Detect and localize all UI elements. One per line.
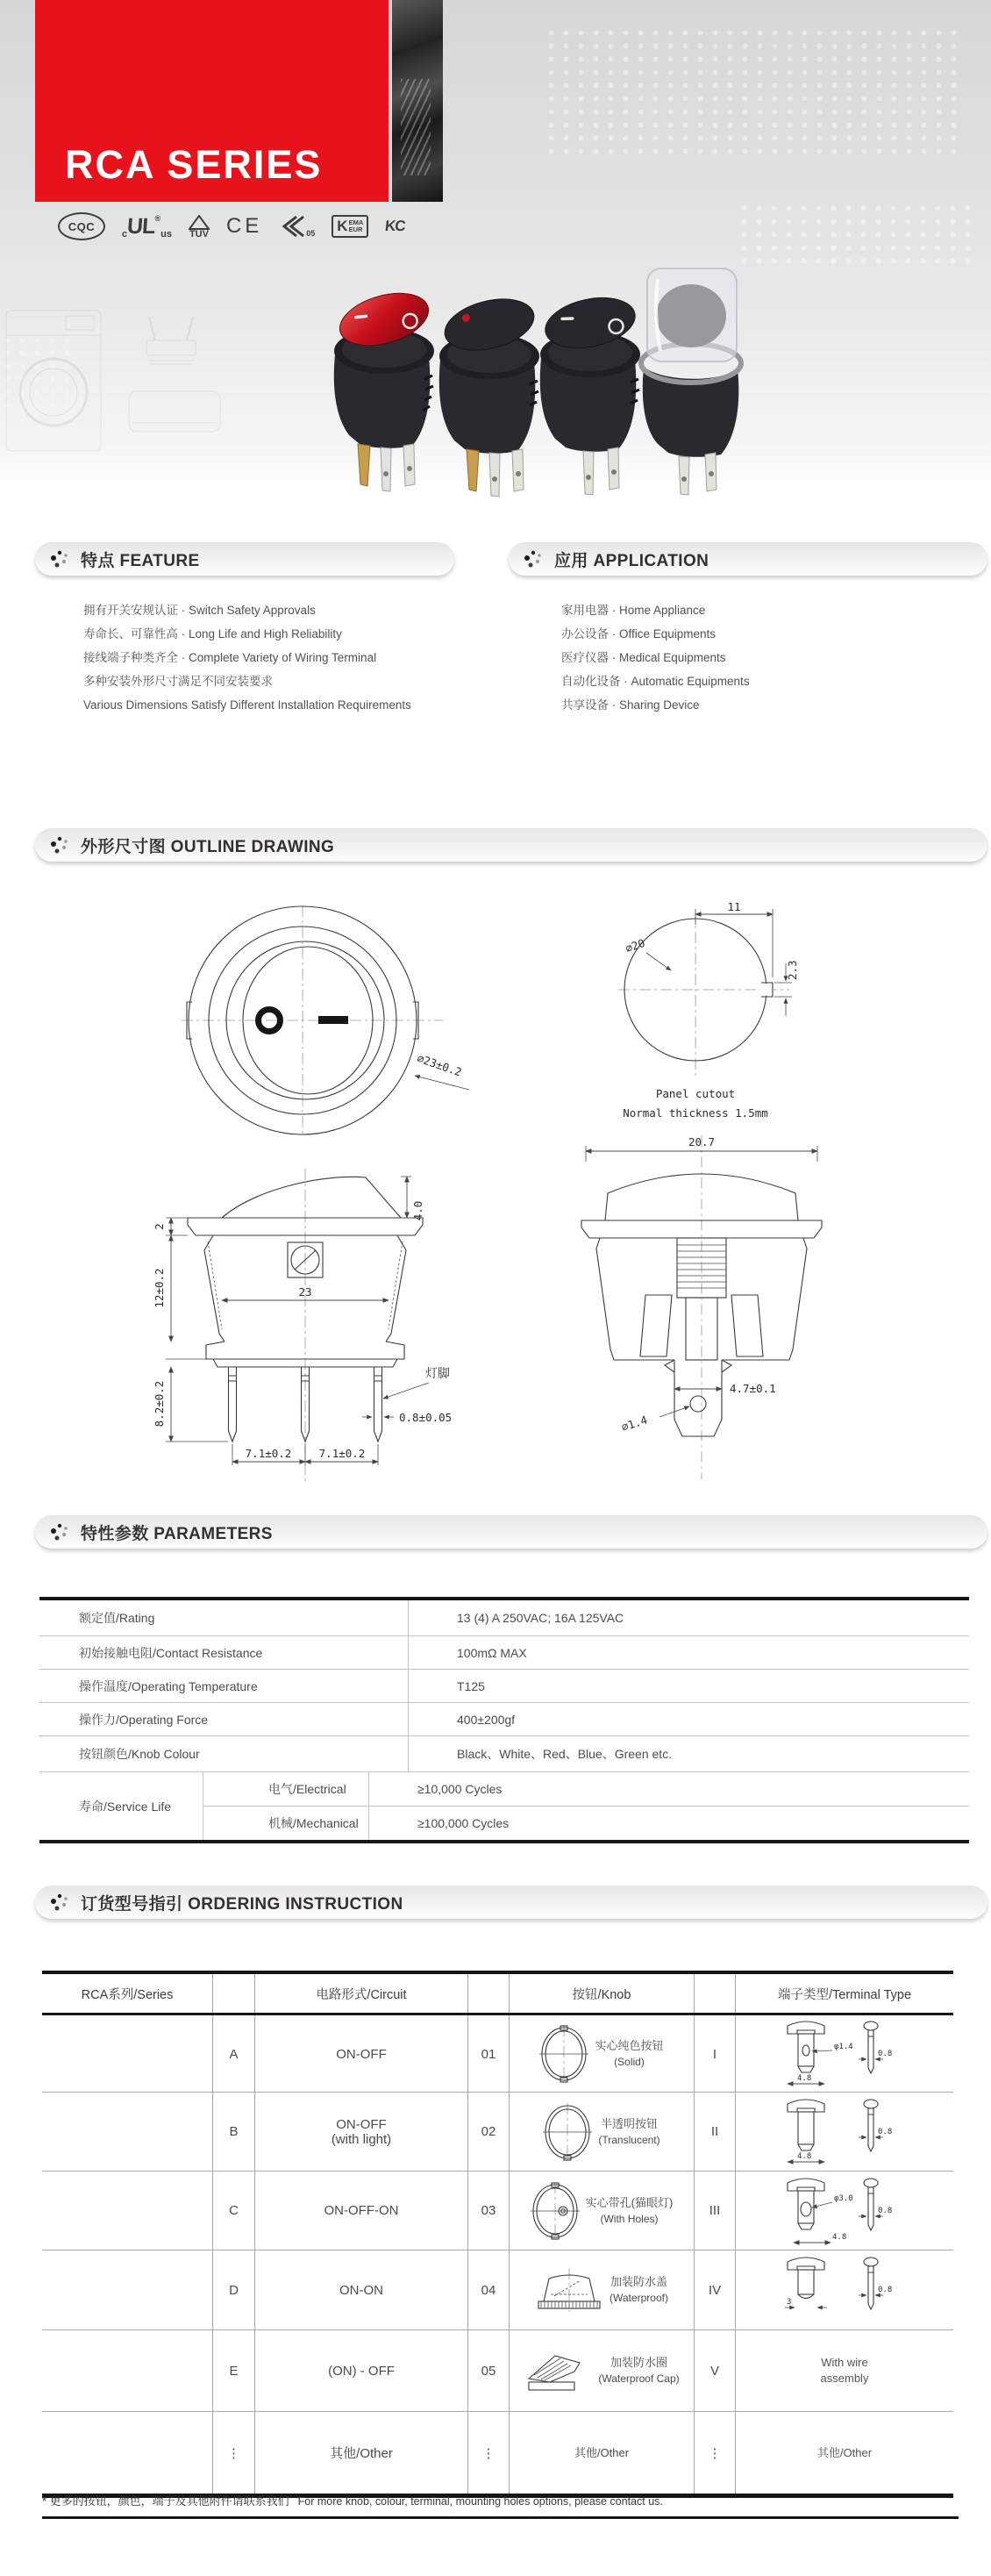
knob-drawing-waterproof-cap (524, 2349, 592, 2393)
svg-text:0.8: 0.8 (878, 2206, 893, 2215)
circuit-type: ON-OFF-ON (254, 2172, 467, 2250)
section-title: 特性参数 PARAMETERS (81, 1524, 273, 1543)
circuit-code: ⋮ (467, 2412, 509, 2494)
dim-label: ⌀1.4 (619, 1413, 649, 1435)
drawing-front-view (180, 904, 500, 1142)
feature-list (83, 598, 411, 717)
e-mark-logo: 05 (279, 215, 315, 238)
dots-icon (49, 1522, 70, 1542)
svg-text:3: 3 (787, 2298, 792, 2307)
series-code: C (212, 2172, 254, 2250)
terminal-drawing (783, 2251, 906, 2329)
param-label: 寿命/Service Life (79, 1799, 172, 1814)
section-title: 外形尺寸图 OUTLINE DRAWING (81, 837, 335, 856)
knob-drawing-with-holes (531, 2182, 580, 2240)
terminal-note: With wire assembly (820, 2356, 869, 2385)
application-item: 自动化设备 · Automatic Equipments (561, 675, 750, 688)
param-value: 400±200gf (408, 1703, 969, 1735)
circuit-board-photo (392, 0, 443, 202)
hero-banner (0, 0, 991, 483)
series-title-block (35, 0, 389, 202)
param-value: 100mΩ MAX (408, 1636, 969, 1669)
dim-label: 23 (298, 1285, 312, 1299)
column-header-knob: 按钮/Knob (509, 1974, 694, 2013)
feature-item: 寿命长、可靠性高 · Long Life and High Reliability (83, 627, 342, 640)
terminal-code: II (694, 2093, 735, 2171)
drawing-side-view (75, 1167, 496, 1490)
parameters-table (39, 1597, 969, 1843)
dot-pattern (544, 26, 965, 158)
terminal-cell (735, 2015, 953, 2093)
table-row (39, 1635, 969, 1669)
section-title: 应用 APPLICATION (554, 551, 709, 570)
param-sublabel: 电气/Electrical (203, 1772, 368, 1806)
dim-label: 0.8±0.05 (399, 1411, 453, 1424)
section-header-outline (35, 828, 987, 862)
param-label: 按钮颜色/Knob Colour (79, 1747, 200, 1761)
dim-label: 8.2±0.2 (153, 1380, 166, 1428)
certification-logos (58, 212, 405, 240)
svg-text:0.8: 0.8 (878, 2050, 893, 2058)
terminal-drawing (783, 2172, 906, 2250)
dim-label: 7.1±0.2 (245, 1447, 292, 1460)
param-value: ≥100,000 Cycles (368, 1807, 969, 1840)
table-row (39, 1702, 969, 1735)
terminal-code: III (694, 2172, 735, 2250)
drawing-caption: Panel cutout (655, 1087, 736, 1100)
svg-text:4.8: 4.8 (797, 2074, 812, 2083)
ce-logo: CE (225, 214, 263, 238)
application-item: 家用电器 · Home Appliance (561, 604, 706, 617)
kc-logo: KC (384, 218, 406, 234)
table-row (42, 2329, 953, 2411)
section-title: 特点 FEATURE (81, 551, 200, 570)
table-row (42, 2171, 953, 2250)
ordering-table (42, 1971, 953, 2498)
dim-label: 12±0.2 (153, 1268, 166, 1308)
column-header-series: RCA系列/Series (81, 1987, 174, 2002)
param-label: 操作温度/Operating Temperature (79, 1678, 258, 1693)
table-row (39, 1735, 969, 1771)
circuit-type: 其他/Other (254, 2412, 467, 2494)
param-label: 操作力/Operating Force (79, 1712, 209, 1727)
param-value: 13 (4) A 250VAC; 16A 125VAC (408, 1600, 969, 1635)
section-header-application (509, 542, 987, 576)
section-header-ordering (35, 1885, 987, 1919)
circuit-code: 04 (467, 2250, 509, 2329)
dim-label: ⌀23±0.2 (415, 1051, 464, 1079)
table-row (42, 2015, 953, 2092)
terminal-code: IV (694, 2250, 735, 2329)
dim-label: 11 (727, 900, 741, 913)
circuit-code: 05 (467, 2330, 509, 2411)
tuv-logo: TÜV (189, 215, 210, 239)
knob-drawing-waterproof-cover (535, 2268, 603, 2312)
drawing-side-view-2 (561, 1130, 842, 1483)
dim-label: 4.7±0.1 (730, 1382, 776, 1395)
table-header-row (42, 1974, 953, 2015)
dim-label: 2.3 (786, 960, 799, 980)
feature-item: 接线端子种类齐全 · Complete Variety of Wiring Terminal (83, 651, 377, 664)
drawing-panel-cutout (610, 900, 816, 1124)
circuit-code: 03 (467, 2172, 509, 2250)
terminal-cell (735, 2250, 953, 2329)
dim-label: ⌀20 (623, 935, 647, 955)
application-item: 办公设备 · Office Equipments (561, 627, 717, 640)
table-row (42, 2092, 953, 2171)
section-title: 订货型号指引 ORDERING INSTRUCTION (81, 1894, 403, 1914)
router-image (143, 314, 199, 367)
section-header-feature (35, 542, 454, 576)
terminal-code: ⋮ (694, 2412, 735, 2494)
i-symbol (318, 1016, 348, 1024)
column-header-circuit: 电路形式/Circuit (254, 1974, 467, 2013)
terminal-drawing (783, 2093, 906, 2171)
table-row-service-life (39, 1771, 969, 1840)
terminal-cell (735, 2093, 953, 2171)
knob-cell: 半透明按钮 (Translucent) (509, 2093, 694, 2171)
series-code: A (212, 2015, 254, 2093)
dim-label: 20.7 (688, 1135, 716, 1148)
ul-logo: c UL ® us (122, 213, 172, 240)
table-subrow (203, 1806, 969, 1840)
series-code: ⋮ (212, 2412, 254, 2494)
feature-item: 拥有开关安规认证 · Switch Safety Approvals (83, 604, 316, 617)
knob-cell: 实心纯色按钮 (Solid) (509, 2015, 694, 2093)
footnote-cn: * 更多的按钮，颜色，端子及其他附件请联系我们 (42, 2494, 289, 2508)
terminal-cell (735, 2172, 953, 2250)
svg-text:φ3.0: φ3.0 (834, 2193, 853, 2203)
svg-text:4.8: 4.8 (832, 2232, 847, 2242)
circuit-code: 02 (467, 2093, 509, 2171)
param-value: ≥10,000 Cycles (368, 1772, 969, 1806)
terminal-cell (735, 2330, 953, 2411)
knob-cell: 实心带孔(猫眼灯) (With Holes) (509, 2172, 694, 2250)
dots-icon (523, 549, 544, 569)
application-list (561, 598, 750, 717)
table-subrow (203, 1772, 969, 1806)
dots-icon (49, 549, 70, 569)
page-title: RCA SERIES (65, 142, 323, 187)
dot-pattern (737, 202, 973, 272)
terminal-code: I (694, 2015, 735, 2093)
product-photo-switch-waterproof (633, 263, 752, 498)
section-header-parameters (35, 1515, 987, 1549)
footnote-en: For more knob, colour, terminal, mounting holes options, please contact us. (297, 2495, 663, 2508)
svg-text:φ1.4: φ1.4 (834, 2043, 853, 2051)
svg-text:0.8: 0.8 (878, 2286, 893, 2294)
washing-machine-image (4, 309, 103, 454)
table-row (42, 2411, 953, 2494)
dim-label: 4.0 (411, 1200, 424, 1221)
dots-icon (49, 1893, 70, 1912)
feature-item: Various Dimensions Satisfy Different Installation Requirements (83, 698, 411, 712)
feature-item: 多种安装外形尺寸满足不同安装要求 (83, 675, 273, 688)
param-label: 额定值/Rating (79, 1611, 155, 1625)
series-code: E (212, 2330, 254, 2411)
terminal-cell (735, 2412, 953, 2494)
terminal-code: V (694, 2330, 735, 2411)
application-item: 医疗仪器 · Medical Equipments (561, 651, 726, 664)
knob-drawing-translucent (543, 2103, 592, 2161)
terminal-drawing (783, 2015, 906, 2093)
knob-drawing-solid (539, 2025, 588, 2083)
series-code: B (212, 2093, 254, 2171)
svg-text:0.8: 0.8 (878, 2127, 893, 2136)
drawing-caption: Normal thickness 1.5mm (623, 1106, 768, 1120)
circuit-type: ON-ON (254, 2250, 467, 2329)
cqc-logo: CQC (58, 212, 105, 240)
dim-label: 7.1±0.2 (318, 1447, 366, 1460)
param-sublabel: 机械/Mechanical (203, 1807, 368, 1840)
dim-label: 2 (153, 1223, 166, 1230)
series-code: D (212, 2250, 254, 2329)
dots-icon (49, 835, 70, 855)
column-header-terminal: 端子类型/Terminal Type (735, 1974, 953, 2013)
terminal-note: 其他/Other (816, 2445, 873, 2459)
table-row (42, 2250, 953, 2329)
knob-cell: 加装防水盖 (Waterproof) (509, 2250, 694, 2329)
air-conditioner-image (127, 386, 224, 444)
param-value: T125 (408, 1670, 969, 1702)
bottom-rule (42, 2516, 959, 2519)
knob-cell: 加装防水圈 (Waterproof Cap) (509, 2330, 694, 2411)
circuit-type: ON-OFF (254, 2015, 467, 2093)
param-value: Black、White、Red、Blue、Green etc. (408, 1736, 969, 1771)
product-photo-switch-red (326, 274, 445, 493)
knob-cell: 其他/Other (509, 2412, 694, 2494)
kema-keur-logo: K EMA EUR (332, 215, 368, 238)
param-label: 初始接触电阻/Contact Resistance (79, 1645, 263, 1660)
dim-label: 灯脚 (425, 1367, 450, 1381)
application-item: 共享设备 · Sharing Device (561, 698, 700, 712)
circuit-code: 01 (467, 2015, 509, 2093)
circuit-type: ON-OFF (with light) (254, 2093, 467, 2171)
svg-text:4.8: 4.8 (797, 2151, 812, 2161)
table-row (39, 1669, 969, 1702)
footnote (42, 2492, 959, 2508)
circuit-type: (ON) - OFF (254, 2330, 467, 2411)
table-row (39, 1600, 969, 1635)
